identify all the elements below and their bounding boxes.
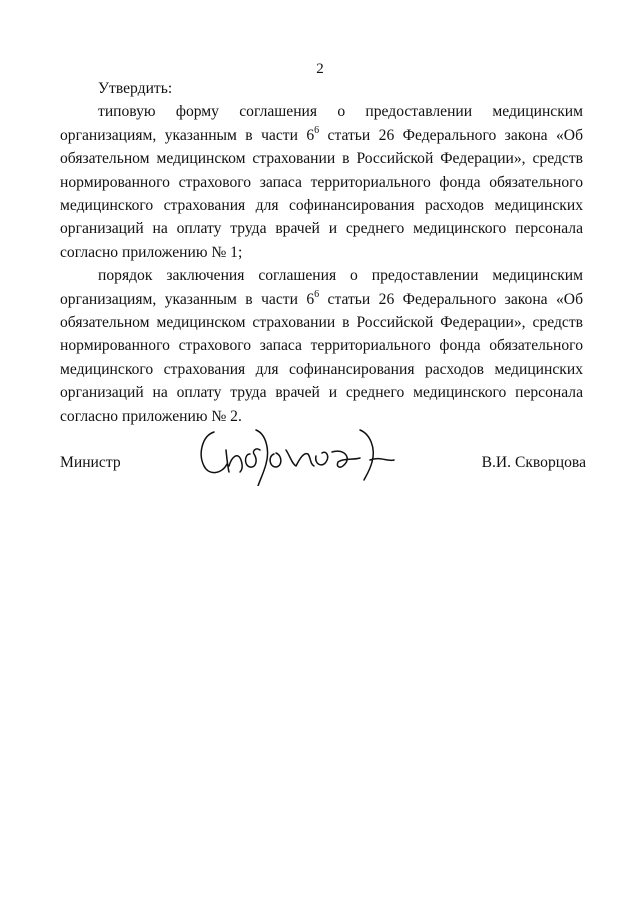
paragraph-text-start: типовую форму соглашения о предоставлении медицинским организациям, указанным в части 6 bbox=[60, 103, 583, 144]
paragraph-standard-form bbox=[60, 100, 583, 264]
paragraph-text-end: статьи 26 Федерального закона «Об обязательном медицинском страховании в Российской Федерации», средств нормированного страхового запаса территориального фонда обязательного медицинского страхования для софинансирования расходов медицинских организаций на оплату труда врачей и среднего медицинского персонала согласно приложению № 1; bbox=[60, 126, 583, 261]
superscript-index: 6 bbox=[314, 288, 320, 300]
handwritten-signature bbox=[194, 420, 400, 486]
signature-block bbox=[60, 420, 586, 490]
paragraph-text-start: порядок заключения соглашения о предоставлении медицинским организациям, указанным в части 6 bbox=[60, 267, 583, 308]
approve-heading: Утвердить: bbox=[98, 80, 173, 97]
signatory-name: В.И. Скворцова bbox=[481, 454, 586, 471]
superscript-index: 6 bbox=[314, 124, 320, 136]
document-body bbox=[60, 77, 583, 428]
paragraph-procedure bbox=[60, 264, 583, 428]
paragraph-text-end: статьи 26 Федерального закона «Об обязательном медицинском страховании в Российской Федерации», средств нормированного страхового запаса территориального фонда обязательного медицинского страхования для софинансирования расходов медицинских организаций на оплату труда врачей и среднего медицинского персонала согласно приложению № 2. bbox=[60, 290, 583, 425]
page-number: 2 bbox=[316, 61, 324, 77]
signatory-position: Министр bbox=[60, 454, 121, 471]
